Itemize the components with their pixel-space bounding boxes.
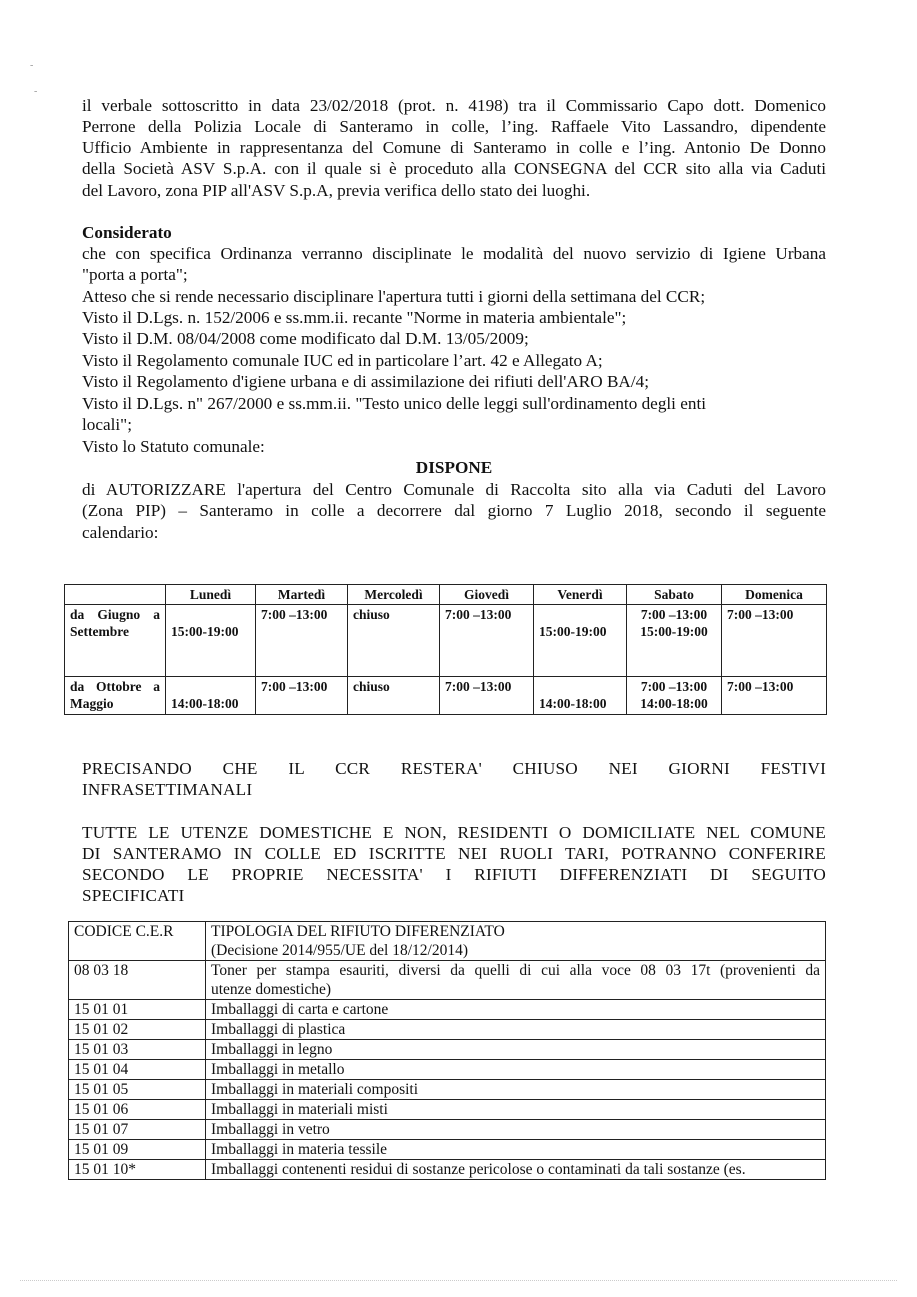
text-line: Ufficio Ambiente in rappresentanza del Comune di Santeramo in colle e l’ing. Antonio De Donno bbox=[82, 138, 826, 157]
column-header-code: CODICE C.E.R bbox=[69, 922, 206, 961]
text-line: Perrone della Polizia Locale di Santeramo in colle, l’ing. Raffaele Vito Lassandro, dipendente bbox=[82, 117, 826, 136]
header-line: (Decisione 2014/955/UE del 18/12/2014) bbox=[211, 942, 468, 959]
waste-description: Imballaggi in vetro bbox=[206, 1120, 826, 1140]
day-header: Lunedì bbox=[166, 585, 256, 605]
table-row bbox=[69, 1040, 826, 1060]
text-line: Atteso che si rende necessario disciplinare l'apertura tutti i giorni della settimana del CCR; bbox=[82, 287, 706, 306]
waste-description bbox=[206, 961, 826, 1000]
cer-code: 15 01 07 bbox=[69, 1120, 206, 1140]
text-line: locali"; bbox=[82, 415, 132, 434]
time-value: 15:00-19:00 bbox=[640, 624, 708, 639]
schedule-cell bbox=[627, 605, 722, 677]
waste-description: Imballaggi contenenti residui di sostanze pericolose o contaminati da tali sostanze (es. bbox=[206, 1160, 826, 1180]
cer-code: 15 01 02 bbox=[69, 1020, 206, 1040]
waste-description: Imballaggi in metallo bbox=[206, 1060, 826, 1080]
schedule-cell: 7:00 –13:00 bbox=[722, 677, 827, 715]
table-row bbox=[69, 1160, 826, 1180]
day-header: Mercoledì bbox=[348, 585, 440, 605]
table-header-row bbox=[65, 585, 827, 605]
schedule-cell: 7:00 –13:00 bbox=[440, 677, 534, 715]
waste-description: Imballaggi in legno bbox=[206, 1040, 826, 1060]
table-header-row bbox=[69, 922, 826, 961]
time-value: 15:00-19:00 bbox=[539, 624, 607, 639]
schedule-cell bbox=[166, 605, 256, 677]
text-line: di AUTORIZZARE l'apertura del Centro Comunale di Raccolta sito alla via Caduti del Lavoro bbox=[82, 480, 826, 499]
table-row bbox=[69, 1100, 826, 1120]
waste-description: Imballaggi in materia tessile bbox=[206, 1140, 826, 1160]
description-line: Toner per stampa esauriti, diversi da quelli di cui alla voce 08 03 17t (provenienti da bbox=[211, 962, 820, 979]
text-line: "porta a porta"; bbox=[82, 265, 188, 284]
text-line: Visto il D.M. 08/04/2008 come modificato dal D.M. 13/05/2009; bbox=[82, 329, 529, 348]
table-row bbox=[65, 605, 827, 677]
description-line: utenze domestiche) bbox=[211, 981, 332, 998]
text-line: Visto il D.Lgs. n" 267/2000 e ss.mm.ii. "Testo unico delle leggi sull'ordinamento degli enti bbox=[82, 394, 707, 413]
schedule-cell bbox=[534, 677, 627, 715]
schedule-cell: 7:00 –13:00 bbox=[722, 605, 827, 677]
text-line: PRECISANDO CHE IL CCR RESTERA' CHIUSO NEI GIORNI FESTIVI bbox=[82, 759, 826, 778]
schedule-cell: 7:00 –13:00 bbox=[440, 605, 534, 677]
cer-code: 15 01 09 bbox=[69, 1140, 206, 1160]
scan-mark: - bbox=[30, 60, 34, 71]
text-line: Visto il Regolamento d'igiene urbana e di assimilazione dei rifiuti dell'ARO BA/4; bbox=[82, 372, 649, 391]
empty-header-cell bbox=[65, 585, 166, 605]
schedule-cell bbox=[627, 677, 722, 715]
period-label: da Ottobre a Maggio bbox=[65, 677, 166, 715]
text-line: che con specifica Ordinanza verranno disciplinate le modalità del nuovo servizio di Igiene Urbana bbox=[82, 244, 826, 263]
schedule-cell bbox=[166, 677, 256, 715]
text-line: il verbale sottoscritto in data 23/02/2018 (prot. n. 4198) tra il Commissario Capo dott. Domenico bbox=[82, 96, 826, 115]
waste-codes-table bbox=[68, 921, 826, 1180]
cer-code: 15 01 05 bbox=[69, 1080, 206, 1100]
day-header: Venerdì bbox=[534, 585, 627, 605]
page-edge-divider bbox=[20, 1280, 897, 1281]
waste-description: Imballaggi in materiali compositi bbox=[206, 1080, 826, 1100]
text-line: SPECIFICATI bbox=[82, 886, 185, 905]
cer-code: 15 01 10* bbox=[69, 1160, 206, 1180]
text-line: della Società ASV S.p.A. con il quale si è proceduto alla CONSEGNA del CCR sito alla via Caduti bbox=[82, 159, 826, 178]
text-line: SECONDO LE PROPRIE NECESSITA' I RIFIUTI DIFFERENZIATI DI SEGUITO bbox=[82, 865, 826, 884]
text-line: del Lavoro, zona PIP all'ASV S.p.A, previa verifica dello stato dei luoghi. bbox=[82, 181, 591, 200]
section-heading: Considerato bbox=[82, 223, 172, 242]
section-heading: DISPONE bbox=[415, 458, 493, 477]
period-label: da Giugno a Settembre bbox=[65, 605, 166, 677]
waste-description: Imballaggi di plastica bbox=[206, 1020, 826, 1040]
time-value: 14:00-18:00 bbox=[539, 696, 607, 711]
scan-mark: - bbox=[34, 86, 38, 97]
day-header: Giovedì bbox=[440, 585, 534, 605]
text-line: Visto lo Statuto comunale: bbox=[82, 437, 265, 456]
table-row bbox=[69, 961, 826, 1000]
text-line: (Zona PIP) – Santeramo in colle a decorrere dal giorno 7 Luglio 2018, secondo il seguente bbox=[82, 501, 826, 520]
cer-code: 15 01 01 bbox=[69, 1000, 206, 1020]
time-value: 14:00-18:00 bbox=[171, 696, 239, 711]
cer-code: 15 01 06 bbox=[69, 1100, 206, 1120]
schedule-cell: chiuso bbox=[348, 605, 440, 677]
table-row bbox=[65, 677, 827, 715]
time-value: 7:00 –13:00 bbox=[640, 607, 708, 622]
table-row bbox=[69, 1020, 826, 1040]
table-row bbox=[69, 1060, 826, 1080]
text-line: Visto il D.Lgs. n. 152/2006 e ss.mm.ii. recante "Norme in materia ambientale"; bbox=[82, 308, 627, 327]
text-line: TUTTE LE UTENZE DOMESTICHE E NON, RESIDENTI O DOMICILIATE NEL COMUNE bbox=[82, 823, 826, 842]
table-row bbox=[69, 1120, 826, 1140]
text-line: DI SANTERAMO IN COLLE ED ISCRITTE NEI RUOLI TARI, POTRANNO CONFERIRE bbox=[82, 844, 826, 863]
waste-description: Imballaggi in materiali misti bbox=[206, 1100, 826, 1120]
schedule-cell: chiuso bbox=[348, 677, 440, 715]
time-value: 14:00-18:00 bbox=[640, 696, 708, 711]
schedule-cell: 7:00 –13:00 bbox=[256, 605, 348, 677]
table-row bbox=[69, 1140, 826, 1160]
day-header: Domenica bbox=[722, 585, 827, 605]
text-line: calendario: bbox=[82, 523, 159, 542]
table-row bbox=[69, 1000, 826, 1020]
day-header: Martedì bbox=[256, 585, 348, 605]
time-value: 15:00-19:00 bbox=[171, 624, 239, 639]
table-row bbox=[69, 1080, 826, 1100]
text-line: Visto il Regolamento comunale IUC ed in particolare l’art. 42 e Allegato A; bbox=[82, 351, 603, 370]
time-value: 7:00 –13:00 bbox=[640, 679, 708, 694]
waste-description: Imballaggi di carta e cartone bbox=[206, 1000, 826, 1020]
cer-code: 15 01 04 bbox=[69, 1060, 206, 1080]
cer-code: 15 01 03 bbox=[69, 1040, 206, 1060]
header-line: TIPOLOGIA DEL RIFIUTO DIFERENZIATO bbox=[211, 923, 505, 940]
cer-code: 08 03 18 bbox=[69, 961, 206, 1000]
schedule-cell bbox=[534, 605, 627, 677]
day-header: Sabato bbox=[627, 585, 722, 605]
opening-schedule-table bbox=[64, 584, 827, 715]
column-header-type bbox=[206, 922, 826, 961]
text-line: INFRASETTIMANALI bbox=[82, 780, 253, 799]
schedule-cell: 7:00 –13:00 bbox=[256, 677, 348, 715]
